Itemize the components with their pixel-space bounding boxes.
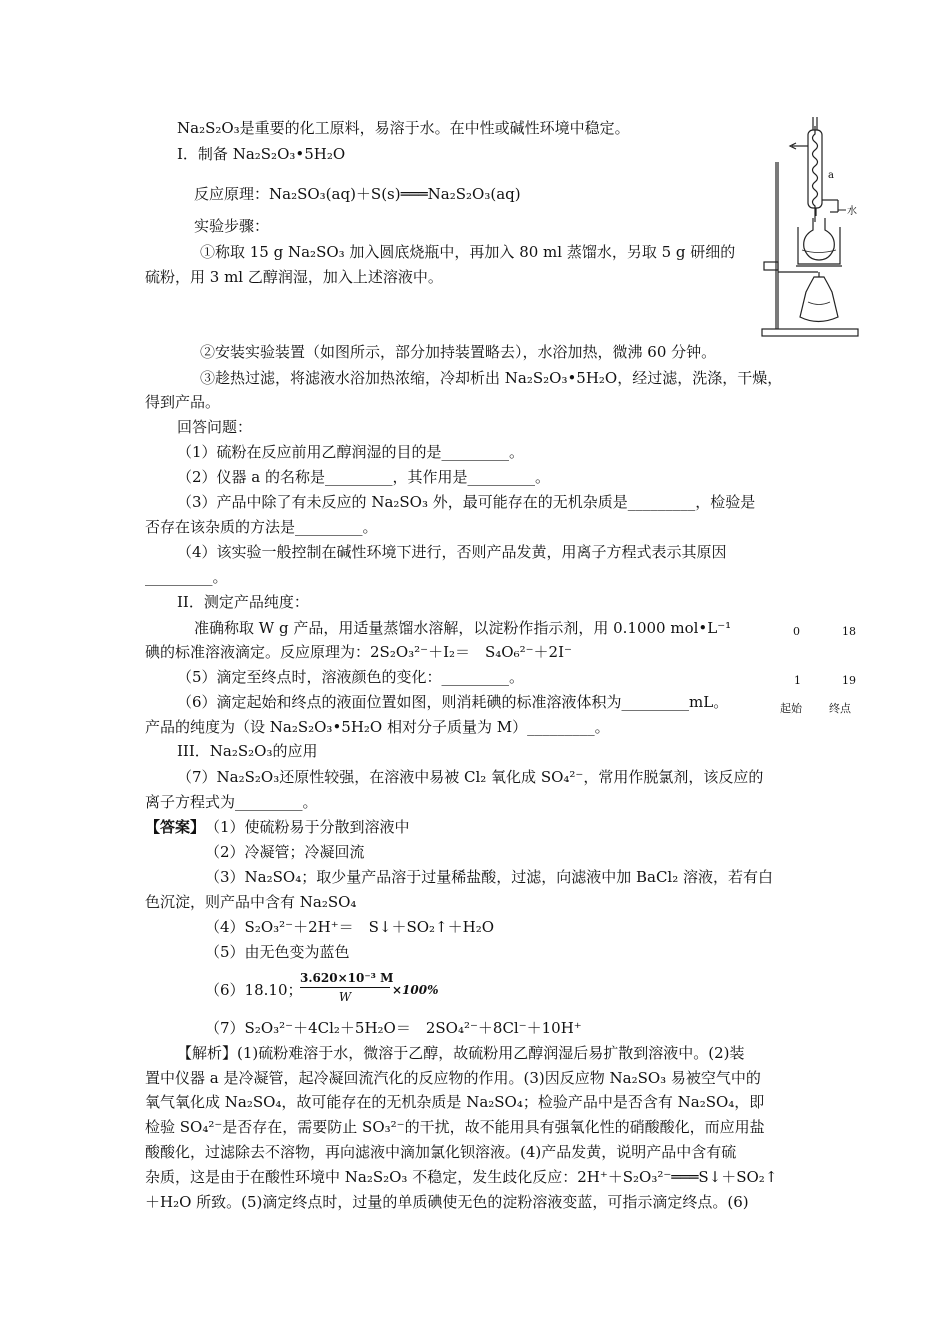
part2-line2: 碘的标准溶液滴定。反应原理为：2S₂O₃²⁻＋I₂＝ S₄O₆²⁻＋2I⁻ — [145, 643, 572, 661]
part1-title: I．制备 Na₂S₂O₃•5H₂O — [177, 145, 346, 163]
question-4-line2: _________。 — [145, 568, 228, 586]
explanation-line3: 氧气氧化成 Na₂SO₄，故可能存在的无机杂质是 Na₂SO₄；检验产品中是否含有 Na₂SO₄，即 — [145, 1093, 765, 1111]
step3-line2: 得到产品。 — [145, 393, 221, 411]
fraction-bar — [300, 987, 390, 988]
question-2: （2）仪器 a 的名称是_________，其作用是_________。 — [177, 468, 551, 486]
burette-end-bottom: 19 — [842, 674, 856, 687]
answer-4: （4）S₂O₃²⁻＋2H⁺＝ S↓＋SO₂↑＋H₂O — [205, 918, 495, 936]
answer-1: （1）使硫粉易于分散到溶液中 — [205, 818, 410, 836]
answer-3-line1: （3）Na₂SO₄；取少量产品溶于过量稀盐酸，过滤，向滤液中加 BaCl₂ 溶液，若有白 — [205, 868, 774, 886]
step3-line1: ③趁热过滤，将滤液水浴加热浓缩，冷却析出 Na₂S₂O₃•5H₂O，经过滤，洗涤，干燥， — [200, 369, 783, 387]
question-7-line1: （7）Na₂S₂O₃还原性较强，在溶液中易被 Cl₂ 氧化成 SO₄²⁻，常用作脱氯剂，该反应的 — [177, 768, 764, 786]
burette-end-top: 18 — [842, 625, 856, 638]
part2-title: II．测定产品纯度： — [177, 593, 309, 611]
reaction-principle: 反应原理：Na₂SO₃(aq)＋S(s)═══Na₂S₂O₃(aq) — [194, 185, 521, 203]
apparatus-diagram — [758, 112, 868, 342]
answer-3-line2: 色沉淀，则产品中含有 Na₂SO₄ — [145, 893, 357, 911]
answer-6-suffix: ×100% — [392, 983, 439, 997]
apparatus-label-a: a — [828, 170, 834, 181]
burette-end-label: 终点 — [829, 702, 851, 715]
question-4-line1: （4）该实验一般控制在碱性环境下进行，否则产品发黄，用离子方程式表示其原因 — [177, 543, 727, 561]
explanation-line7: ＋H₂O 所致。(5)滴定终点时，过量的单质碘使无色的淀粉溶液变蓝，可指示滴定终点。(6) — [145, 1193, 749, 1211]
question-1: （1）硫粉在反应前用乙醇润湿的目的是_________。 — [177, 443, 525, 461]
burette-start-bottom: 1 — [794, 674, 801, 687]
explanation-line1: 【解析】(1)硫粉难溶于水，微溶于乙醇，故硫粉用乙醇润湿后易扩散到溶液中。(2)装 — [177, 1044, 745, 1062]
question-7-line2: 离子方程式为_________。 — [145, 793, 318, 811]
answer-tag: 【答案】 — [145, 818, 206, 836]
burette-start-top: 0 — [793, 625, 800, 638]
fraction-denominator: W — [338, 990, 352, 1004]
question-6-line2: 产品的纯度为（设 Na₂S₂O₃•5H₂O 相对分子质量为 M）_________。 — [145, 718, 610, 736]
question-3-line1: （3）产品中除了有未反应的 Na₂SO₃ 外，最可能存在的无机杂质是_________，检验是 — [177, 493, 756, 511]
question-3-line2: 否存在该杂质的方法是_________。 — [145, 518, 378, 536]
questions-label: 回答问题： — [177, 418, 253, 436]
explanation-line2: 置中仪器 a 是冷凝管，起冷凝回流汽化的反应物的作用。(3)因反应物 Na₂SO₃ 易被空气中的 — [145, 1069, 761, 1087]
apparatus-label-water: 水 — [847, 206, 857, 217]
part3-title: III．Na₂S₂O₃的应用 — [177, 742, 318, 760]
explanation-line5: 酸酸化，过滤除去不溶物，再向滤液中滴加氯化钡溶液。(4)产品发黄，说明产品中含有硫 — [145, 1143, 737, 1161]
question-6-line1: （6）滴定起始和终点的液面位置如图，则消耗碘的标准溶液体积为_________mL。 — [177, 693, 729, 711]
step1-line1: ①称取 15 g Na₂SO₃ 加入圆底烧瓶中，再加入 80 ml 蒸馏水，另取 5 g 研细的 — [200, 243, 736, 261]
burette-start-label: 起始 — [780, 702, 802, 715]
explanation-line6: 杂质，这是由于在酸性环境中 Na₂S₂O₃ 不稳定，发生歧化反应：2H⁺＋S₂O₃²⁻═══S↓＋SO₂↑ — [145, 1168, 778, 1186]
question-5: （5）滴定至终点时，溶液颜色的变化：_________。 — [177, 668, 525, 686]
answer-7: （7）S₂O₃²⁻＋4Cl₂＋5H₂O＝ 2SO₄²⁻＋8Cl⁻＋10H⁺ — [205, 1019, 582, 1037]
answer-5: （5）由无色变为蓝色 — [205, 943, 350, 961]
intro-text: Na₂S₂O₃是重要的化工原料，易溶于水。在中性或碱性环境中稳定。 — [177, 119, 630, 137]
answer-6-prefix: （6）18.10； — [205, 981, 303, 999]
step2: ②安装实验装置（如图所示，部分加持装置略去），水浴加热，微沸 60 分钟。 — [200, 343, 717, 361]
answer-6-fraction — [300, 970, 394, 1005]
fraction-numerator: 3.620×10⁻³ M — [300, 971, 394, 985]
explanation-line4: 检验 SO₄²⁻是否存在，需要防止 SO₃²⁻的干扰，故不能用具有强氧化性的硝酸酸化，而应用盐 — [145, 1118, 765, 1136]
step1-line2: 硫粉，用 3 ml 乙醇润湿，加入上述溶液中。 — [145, 268, 443, 286]
answer-2: （2）冷凝管；冷凝回流 — [205, 843, 365, 861]
steps-label: 实验步骤： — [194, 217, 270, 235]
part2-line1: 准确称取 W g 产品，用适量蒸馏水溶解，以淀粉作指示剂，用 0.1000 mol•L⁻¹ — [194, 619, 732, 637]
